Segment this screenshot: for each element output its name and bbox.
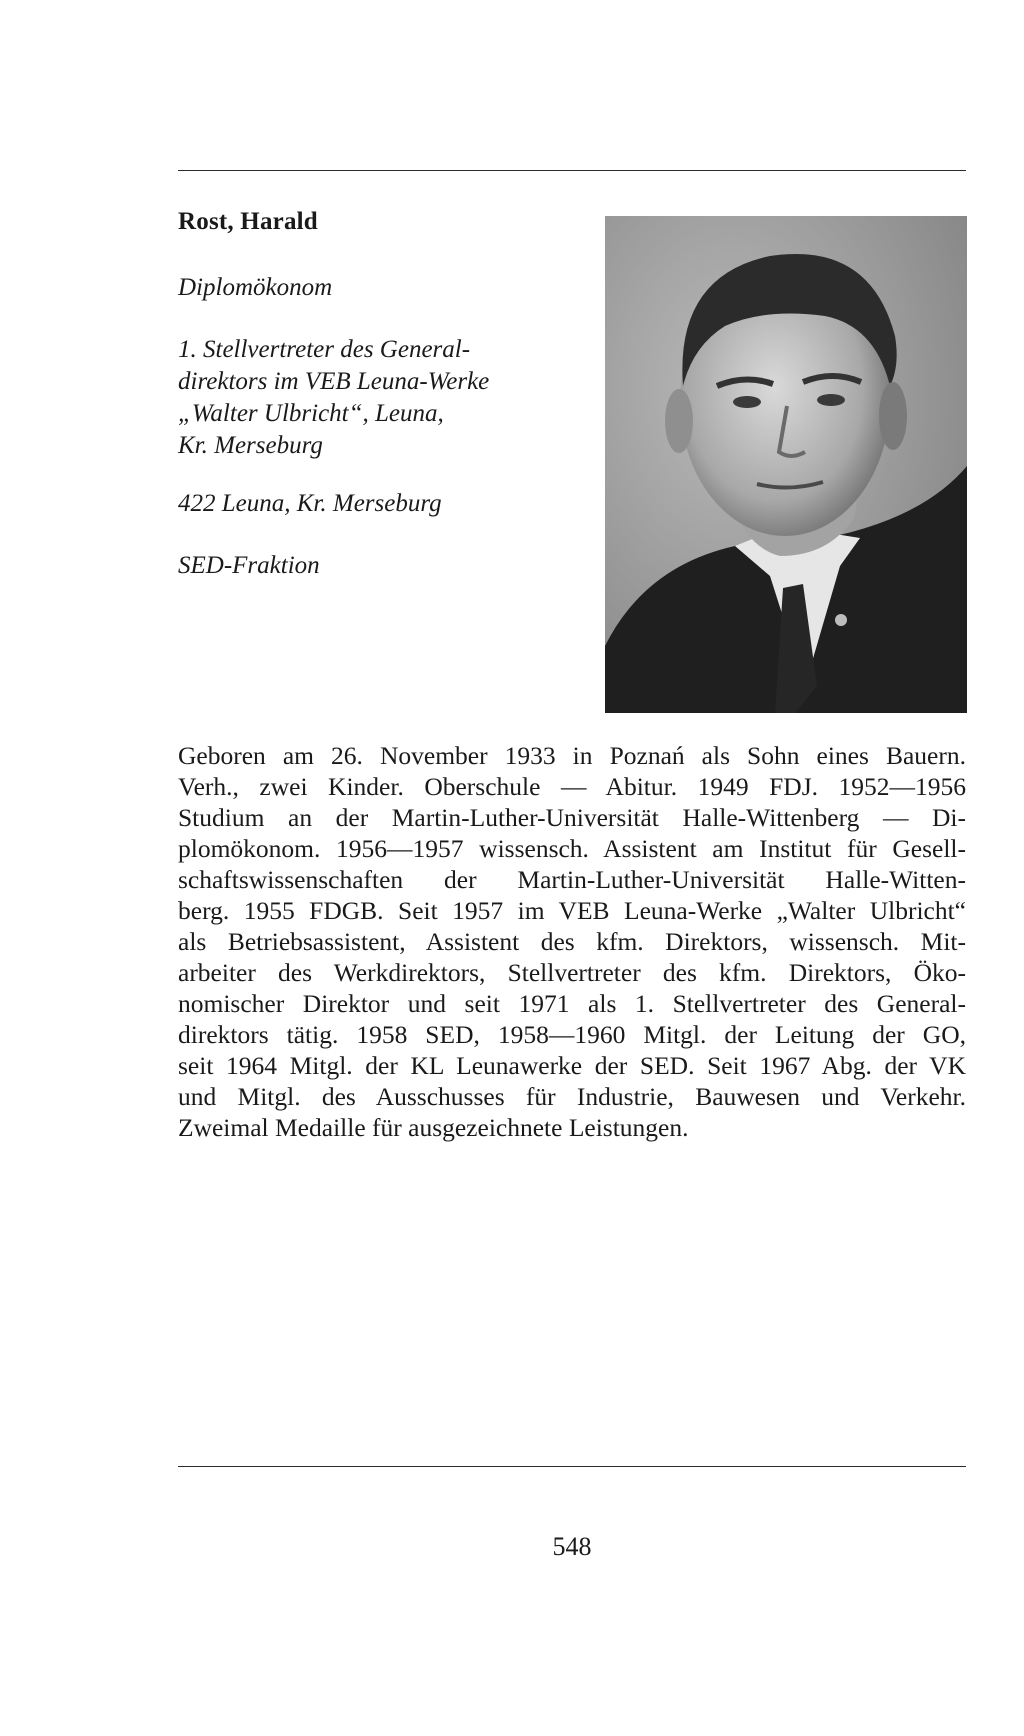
biography-line: arbeiter des Werkdirektors, Stellvertreter des kfm. Direktors, Öko- (178, 958, 966, 987)
entry-faction: SED-Fraktion (178, 552, 320, 579)
portrait-photo (605, 216, 967, 713)
position-line: direktors im VEB Leuna-Werke (178, 368, 490, 395)
position-line: 1. Stellvertreter des General- (178, 336, 471, 363)
biography (178, 740, 966, 1143)
biography-line: und Mitgl. des Ausschusses für Industrie, Bauwesen und Verkehr. (178, 1082, 966, 1111)
biography-line: nomischer Direktor und seit 1971 als 1. Stellvertreter des General- (178, 989, 966, 1018)
biography-line: Studium an der Martin-Luther-Universität Halle-Wittenberg — Di- (178, 803, 966, 832)
page-number: 548 (552, 1532, 592, 1561)
entry-title: Diplomökonom (178, 274, 333, 301)
bottom-rule (178, 1466, 966, 1467)
top-rule (178, 170, 966, 171)
entry-position (178, 334, 538, 462)
biography-line: Geboren am 26. November 1933 in Poznań als Sohn eines Bauern. (178, 741, 966, 770)
portrait-illustration (605, 216, 967, 713)
biography-line: berg. 1955 FDGB. Seit 1957 im VEB Leuna-Werke „Walter Ulbricht“ (178, 896, 966, 925)
biography-line: direktors tätig. 1958 SED, 1958—1960 Mitgl. der Leitung der GO, (178, 1020, 966, 1049)
biography-line: plomökonom. 1956—1957 wissensch. Assistent am Institut für Gesell- (178, 834, 966, 863)
position-line: „Walter Ulbricht“, Leuna, (178, 400, 444, 427)
biography-line: Zweimal Medaille für ausgezeichnete Leistungen. (178, 1113, 689, 1142)
entry-address: 422 Leuna, Kr. Merseburg (178, 490, 442, 517)
entry-name: Rost, Harald (178, 208, 318, 235)
position-line: Kr. Merseburg (178, 432, 323, 459)
biography-line: Verh., zwei Kinder. Oberschule — Abitur. 1949 FDJ. 1952—1956 (178, 772, 966, 801)
biography-line: als Betriebsassistent, Assistent des kfm. Direktors, wissensch. Mit- (178, 927, 966, 956)
biography-line: seit 1964 Mitgl. der KL Leunawerke der SED. Seit 1967 Abg. der VK (178, 1051, 966, 1080)
biography-line: schaftswissenschaften der Martin-Luther-Universität Halle-Witten- (178, 865, 966, 894)
